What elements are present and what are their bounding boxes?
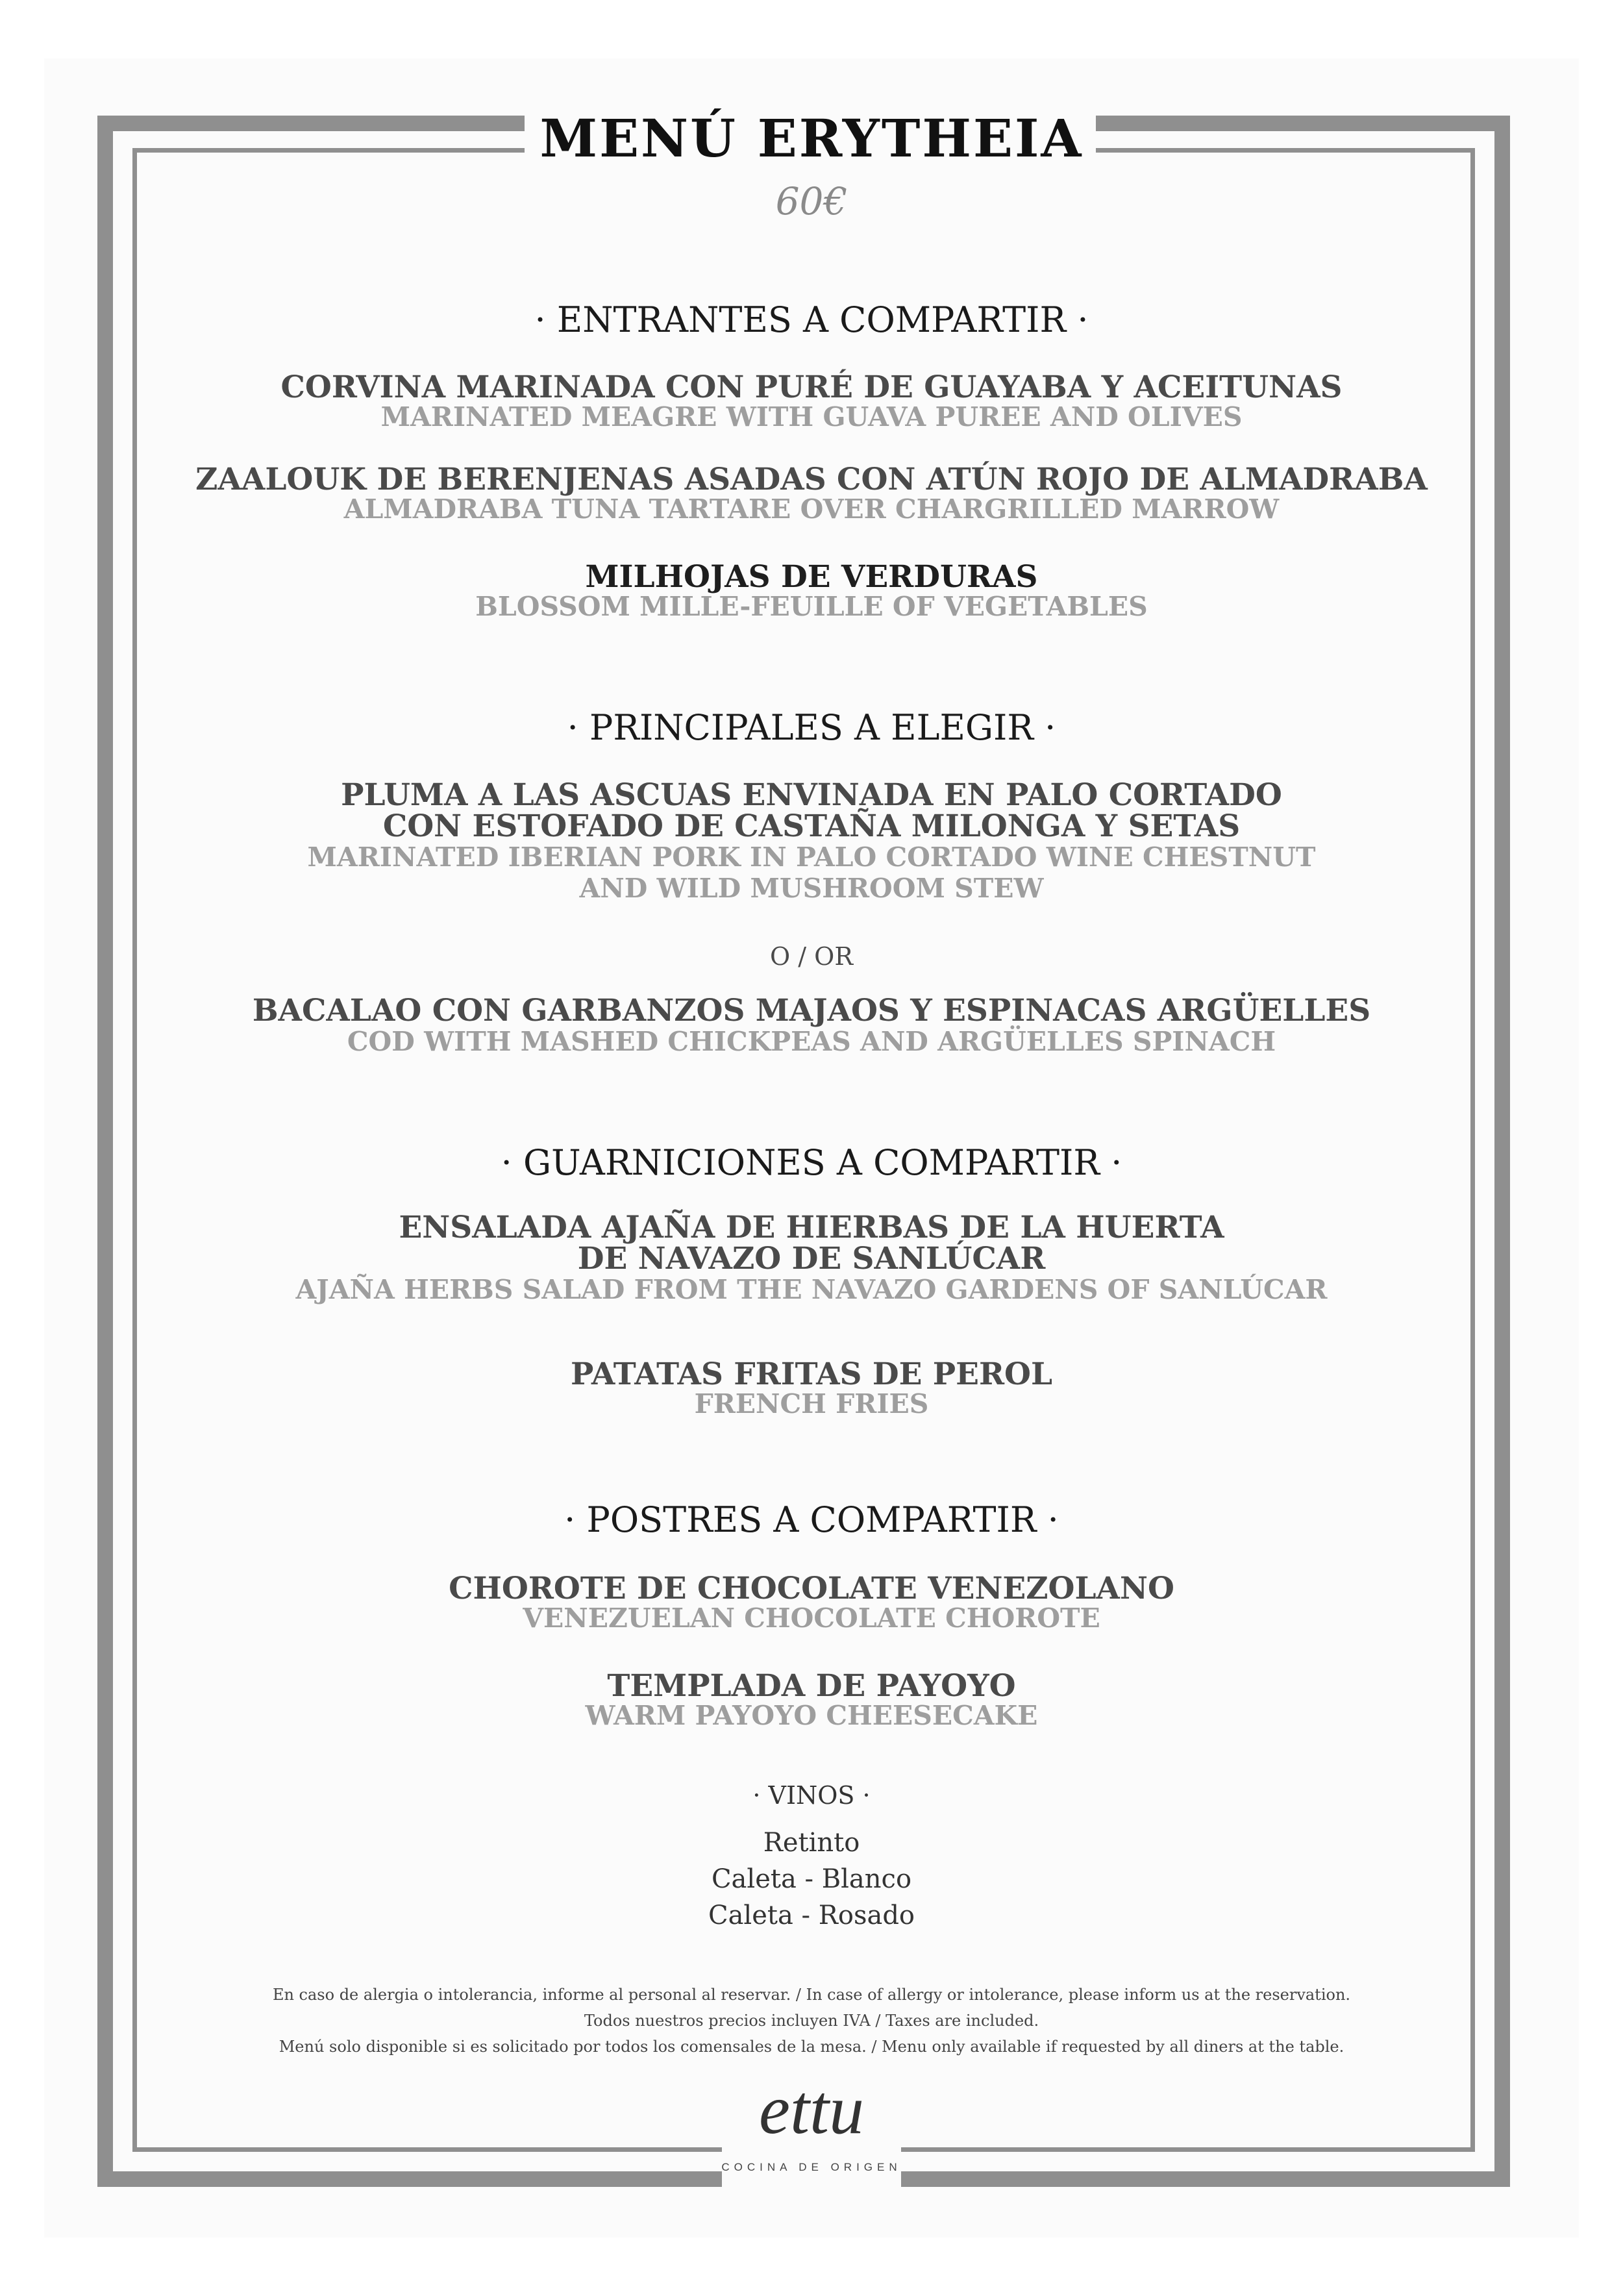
dish-name: CON ESTOFADO DE CASTAÑA MILONGA Y SETAS	[382, 808, 1241, 844]
dish-translation: WARM PAYOYO CHEESECAKE	[585, 1700, 1038, 1731]
dish-translation: COD WITH MASHED CHICKPEAS AND ARGÜELLES SPINACH	[347, 1026, 1276, 1057]
wine-item: Retinto	[763, 1828, 860, 1858]
choice-separator: O / OR	[770, 942, 853, 971]
dish-translation: MARINATED MEAGRE WITH GUAVA PUREE AND OLIVES	[380, 401, 1243, 432]
dish-name: PLUMA A LAS ASCUAS ENVINADA EN PALO CORTADO	[341, 777, 1282, 813]
wine-item: Caleta - Blanco	[711, 1864, 912, 1894]
dish-name: MILHOJAS DE VERDURAS	[585, 559, 1038, 595]
footer-availability-note: Menú solo disponible si es solicitado por todos los comensales de la mesa. / Menu only available if requested by all diners at the table.	[279, 2038, 1344, 2056]
dish-translation: AND WILD MUSHROOM STEW	[579, 873, 1044, 904]
dish-name: BACALAO CON GARBANZOS MAJAOS Y ESPINACAS ARGÜELLES	[252, 993, 1371, 1029]
section-heading-entrantes: · ENTRANTES A COMPARTIR ·	[534, 299, 1089, 340]
section-heading-guarniciones: · GUARNICIONES A COMPARTIR ·	[501, 1142, 1122, 1183]
dish-name: PATATAS FRITAS DE PEROL	[570, 1356, 1053, 1392]
ettu-logo: ettu	[759, 2071, 864, 2149]
footer-allergy-note: En caso de alergia o intolerancia, informe al personal al reservar. / In case of allergy or intolerance, please inform us at the reservation.	[272, 1986, 1351, 2004]
logo-tagline: COCINA DE ORIGEN	[721, 2161, 902, 2173]
dish-name: CHOROTE DE CHOCOLATE VENEZOLANO	[449, 1571, 1174, 1606]
dish-translation: MARINATED IBERIAN PORK IN PALO CORTADO WINE CHESTNUT	[307, 842, 1316, 873]
footer-tax-note: Todos nuestros precios incluyen IVA / Taxes are included.	[584, 2012, 1039, 2030]
section-heading-postres: · POSTRES A COMPARTIR ·	[564, 1499, 1059, 1540]
wine-item: Caleta - Rosado	[708, 1901, 915, 1930]
dish-translation: FRENCH FRIES	[694, 1388, 929, 1419]
dish-translation: ALMADRABA TUNA TARTARE OVER CHARGRILLED MARROW	[343, 493, 1280, 525]
section-heading-principales: · PRINCIPALES A ELEGIR ·	[567, 707, 1056, 748]
dish-translation: AJAÑA HERBS SALAD FROM THE NAVAZO GARDENS OF SANLÚCAR	[295, 1274, 1328, 1305]
dish-name: TEMPLADA DE PAYOYO	[607, 1668, 1016, 1704]
dish-name: DE NAVAZO DE SANLÚCAR	[577, 1241, 1046, 1277]
dish-translation: VENEZUELAN CHOCOLATE CHOROTE	[523, 1603, 1100, 1634]
dish-translation: BLOSSOM MILLE-FEUILLE OF VEGETABLES	[475, 591, 1148, 622]
dish-name: ENSALADA AJAÑA DE HIERBAS DE LA HUERTA	[399, 1210, 1224, 1245]
dish-name: CORVINA MARINADA CON PURÉ DE GUAYABA Y ACEITUNAS	[280, 369, 1343, 405]
wines-heading: · VINOS ·	[752, 1781, 871, 1810]
menu-price: 60€	[775, 179, 848, 223]
menu-title: MENÚ ERYTHEIA	[539, 108, 1084, 169]
dish-name: ZAALOUK DE BERENJENAS ASADAS CON ATÚN ROJO DE ALMADRABA	[195, 462, 1428, 497]
